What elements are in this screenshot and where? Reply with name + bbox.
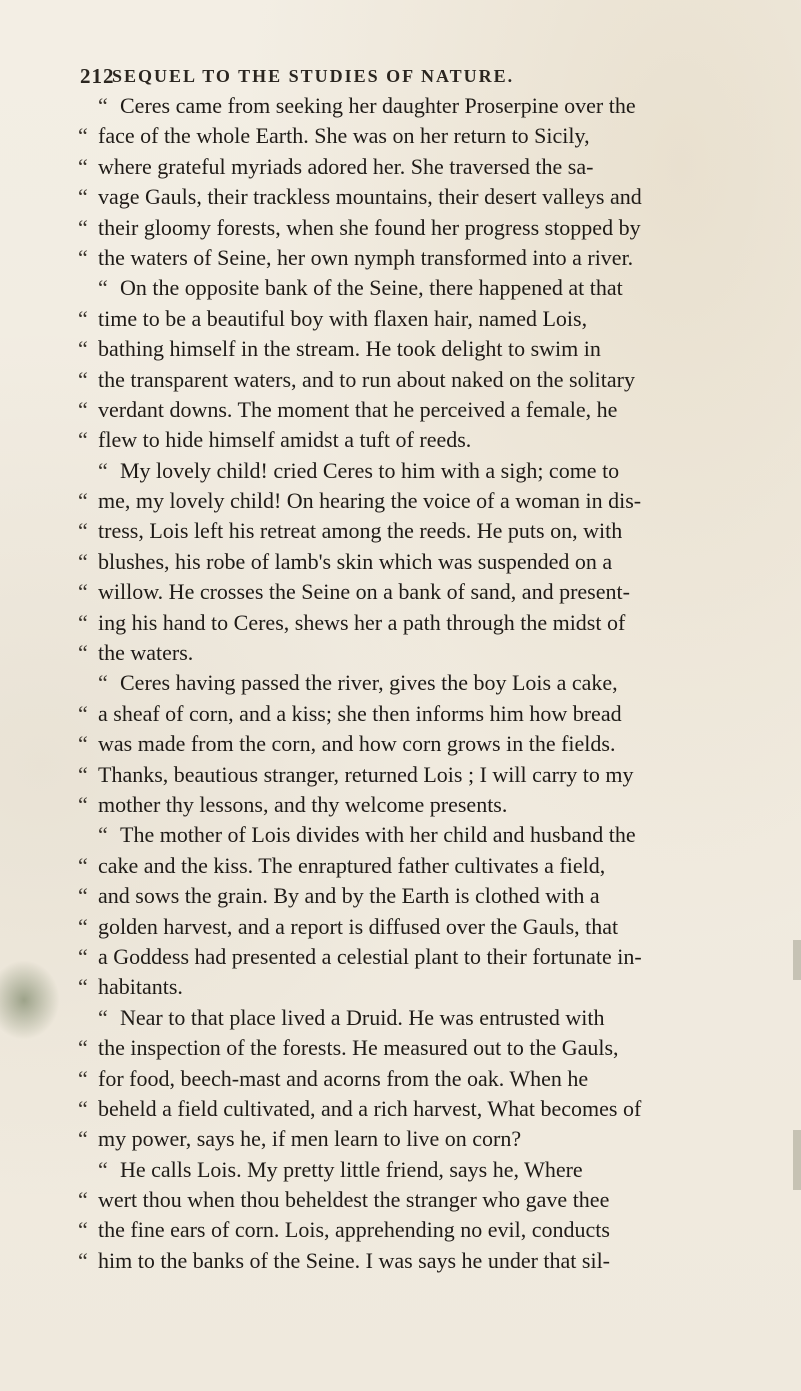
line-text: wert thou when thou beheldest the stranger who gave thee <box>98 1187 610 1213</box>
quote-mark: “ <box>78 123 88 149</box>
line-text: him to the banks of the Seine. I was says he under that sil- <box>98 1247 611 1273</box>
text-line <box>78 1246 798 1276</box>
text-line <box>78 395 798 425</box>
quote-mark: “ <box>78 1065 88 1091</box>
text-line <box>78 456 798 486</box>
text-line <box>78 668 798 698</box>
text-line <box>78 1003 798 1033</box>
line-text: Ceres having passed the river, gives the boy Lois a cake, <box>120 670 618 696</box>
line-text: The mother of Lois divides with her child and husband the <box>120 822 636 848</box>
text-line <box>78 577 798 607</box>
quote-mark: “ <box>78 184 88 210</box>
quote-mark: “ <box>78 1187 88 1213</box>
line-text: mother thy lessons, and thy welcome presents. <box>98 791 508 817</box>
text-line <box>78 912 798 942</box>
quote-mark: “ <box>98 822 108 848</box>
text-line <box>78 729 798 759</box>
text-line <box>78 1064 798 1094</box>
text-line <box>78 608 798 638</box>
text-line <box>78 486 798 516</box>
running-head: SEQUEL TO THE STUDIES OF NATURE. <box>112 66 515 86</box>
line-text: my power, says he, if men learn to live on corn? <box>98 1126 522 1152</box>
line-text: cake and the kiss. The enraptured father cultivates a field, <box>98 852 606 878</box>
quote-mark: “ <box>78 974 88 1000</box>
quote-mark: “ <box>78 1126 88 1152</box>
text-line <box>78 182 798 212</box>
text-line <box>78 1033 798 1063</box>
quote-mark: “ <box>78 791 88 817</box>
page-header <box>0 64 801 94</box>
quote-mark: “ <box>98 1004 108 1030</box>
text-line <box>78 152 798 182</box>
quote-mark: “ <box>78 214 88 240</box>
line-text: Near to that place lived a Druid. He was entrusted with <box>120 1004 605 1030</box>
text-line <box>78 243 798 273</box>
line-text: the waters of Seine, her own nymph transformed into a river. <box>98 244 634 270</box>
text-line <box>78 121 798 151</box>
text-line <box>78 1185 798 1215</box>
line-text: He calls Lois. My pretty little friend, says he, Where <box>120 1156 583 1182</box>
line-text: flew to hide himself amidst a tuft of reeds. <box>98 427 472 453</box>
quote-mark: “ <box>78 761 88 787</box>
quote-mark: “ <box>78 883 88 909</box>
line-text: ing his hand to Ceres, shews her a path through the midst of <box>98 609 626 635</box>
quote-mark: “ <box>78 731 88 757</box>
line-text: habitants. <box>98 974 183 1000</box>
quote-mark: “ <box>78 1247 88 1273</box>
quote-mark: “ <box>98 670 108 696</box>
text-line <box>78 881 798 911</box>
quote-mark: “ <box>78 913 88 939</box>
text-line <box>78 304 798 334</box>
quote-mark: “ <box>78 366 88 392</box>
line-text: bathing himself in the stream. He took delight to swim in <box>98 336 601 362</box>
line-text: me, my lovely child! On hearing the voice of a woman in dis- <box>98 488 642 514</box>
quote-mark: “ <box>78 579 88 605</box>
line-text: was made from the corn, and how corn grows in the fields. <box>98 731 616 757</box>
text-line <box>78 516 798 546</box>
quote-mark: “ <box>78 943 88 969</box>
line-text: the fine ears of corn. Lois, apprehending no evil, conducts <box>98 1217 610 1243</box>
text-line <box>78 942 798 972</box>
line-text: a Goddess had presented a celestial plant to their fortunate in- <box>98 943 642 969</box>
quote-mark: “ <box>78 396 88 422</box>
quote-mark: “ <box>98 275 108 301</box>
line-text: their gloomy forests, when she found her progress stopped by <box>98 214 641 240</box>
quote-mark: “ <box>78 153 88 179</box>
quote-mark: “ <box>78 1095 88 1121</box>
line-text: for food, beech-mast and acorns from the oak. When he <box>98 1065 589 1091</box>
quote-mark: “ <box>78 427 88 453</box>
line-text: beheld a field cultivated, and a rich harvest, What becomes of <box>98 1095 642 1121</box>
quote-mark: “ <box>78 336 88 362</box>
text-line <box>78 425 798 455</box>
line-text: willow. He crosses the Seine on a bank of sand, and present- <box>98 579 630 605</box>
quote-mark: “ <box>78 518 88 544</box>
text-line <box>78 972 798 1002</box>
text-line <box>78 1124 798 1154</box>
text-line <box>78 699 798 729</box>
line-text: the inspection of the forests. He measured out to the Gauls, <box>98 1035 619 1061</box>
text-line <box>78 334 798 364</box>
quote-mark: “ <box>98 93 108 118</box>
line-text: Ceres came from seeking her daughter Proserpine over the <box>120 93 636 118</box>
text-line <box>78 365 798 395</box>
line-text: On the opposite bank of the Seine, there happened at that <box>120 275 623 301</box>
quote-mark: “ <box>78 609 88 635</box>
text-line <box>78 547 798 577</box>
text-line <box>78 851 798 881</box>
body-text <box>78 91 798 1276</box>
quote-mark: “ <box>78 1035 88 1061</box>
line-text: face of the whole Earth. She was on her return to Sicily, <box>98 123 590 149</box>
line-text: a sheaf of corn, and a kiss; she then informs him how bread <box>98 700 622 726</box>
line-text: the transparent waters, and to run about naked on the solitary <box>98 366 636 392</box>
line-text: verdant downs. The moment that he perceived a female, he <box>98 396 618 422</box>
page-number: 212 <box>80 64 115 88</box>
line-text: Thanks, beautious stranger, returned Lois ; I will carry to my <box>98 761 634 787</box>
text-line <box>78 790 798 820</box>
text-line <box>78 1215 798 1245</box>
quote-mark: “ <box>78 640 88 666</box>
quote-mark: “ <box>78 1217 88 1243</box>
line-text: blushes, his robe of lamb's skin which was suspended on a <box>98 548 613 574</box>
line-text: golden harvest, and a report is diffused over the Gauls, that <box>98 913 619 939</box>
quote-mark: “ <box>78 488 88 514</box>
page-stain <box>0 960 60 1040</box>
quote-mark: “ <box>78 244 88 270</box>
line-text: My lovely child! cried Ceres to him with a sigh; come to <box>120 457 620 483</box>
text-line <box>78 760 798 790</box>
text-line <box>78 1094 798 1124</box>
text-line <box>78 820 798 850</box>
line-text: vage Gauls, their trackless mountains, their desert valleys and <box>98 184 642 210</box>
text-line <box>78 1155 798 1185</box>
line-text: time to be a beautiful boy with flaxen hair, named Lois, <box>98 305 588 331</box>
line-text: where grateful myriads adored her. She traversed the sa- <box>98 153 594 179</box>
line-text: the waters. <box>98 640 194 666</box>
quote-mark: “ <box>98 457 108 483</box>
quote-mark: “ <box>78 852 88 878</box>
line-text: and sows the grain. By and by the Earth is clothed with a <box>98 883 600 909</box>
quote-mark: “ <box>78 548 88 574</box>
quote-mark: “ <box>78 305 88 331</box>
text-line <box>78 638 798 668</box>
line-text: tress, Lois left his retreat among the reeds. He puts on, with <box>98 518 623 544</box>
text-line <box>78 273 798 303</box>
quote-mark: “ <box>78 700 88 726</box>
text-line <box>78 91 798 121</box>
quote-mark: “ <box>98 1156 108 1182</box>
text-line <box>78 213 798 243</box>
